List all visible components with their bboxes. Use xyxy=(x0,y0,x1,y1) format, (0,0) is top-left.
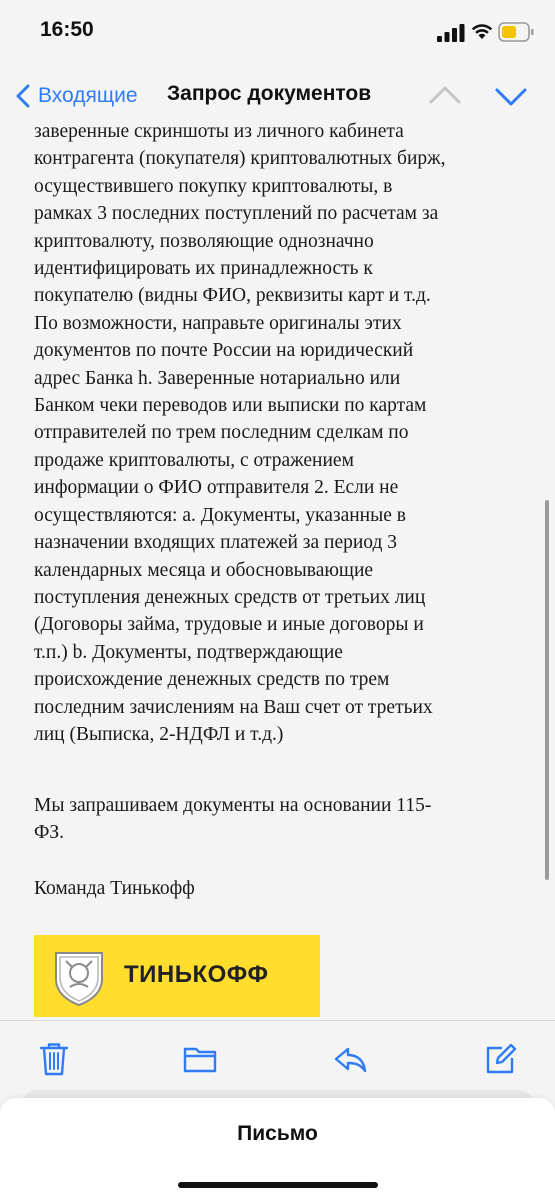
message-line: криптовалюту, позволяющие однозначно xyxy=(34,230,374,252)
message-line: идентифицировать их принадлежность к xyxy=(34,258,373,280)
message-line: осуществляются: a. Документы, указанные в xyxy=(34,504,406,526)
message-line: рамках 3 последних поступлений по расчетам за xyxy=(34,203,439,225)
message-line: Мы запрашиваем документы на основании 115- xyxy=(34,795,432,816)
message-line: поступления денежных средств от третьих лиц xyxy=(34,586,426,608)
message-line: информации о ФИО отправителя 2. Если не xyxy=(34,477,399,499)
next-message-icon[interactable] xyxy=(494,82,528,110)
message-sheet[interactable] xyxy=(0,1098,555,1200)
navigation-bar xyxy=(0,68,555,124)
signature: Команда Тинькофф xyxy=(34,878,195,899)
scrollbar[interactable] xyxy=(545,500,549,880)
message-line: назначении входящих платежей за период 3 xyxy=(34,532,398,554)
logo-wordmark: ТИНЬКОФФ xyxy=(124,961,269,988)
message-line: документов по почте России на юридический xyxy=(34,340,414,362)
folder-icon[interactable] xyxy=(182,1041,218,1077)
reply-icon[interactable] xyxy=(332,1041,368,1077)
message-line: заверенные скриншоты из личного кабинета xyxy=(34,121,404,142)
message-line: Банком чеки переводов или выписки по картам xyxy=(34,395,427,417)
message-line: календарных месяца и обосновывающие xyxy=(34,559,374,581)
message-line: последним зачислениям на Ваш счет от третьих xyxy=(34,696,433,718)
message-line: По возможности, направьте оригиналы этих xyxy=(34,312,402,334)
message-line: контрагента (покупателя) криптовалютных бирж, xyxy=(34,148,446,170)
message-line: (Договоры займа, трудовые и иные договоры и xyxy=(34,614,424,636)
wifi-icon xyxy=(470,21,494,41)
message-line: лиц (Выписка, 2-НДФЛ и т.д.) xyxy=(34,723,284,745)
message-line: происхождение денежных средств по трем xyxy=(34,669,390,691)
message-body xyxy=(0,118,555,1020)
back-button-label: Входящие xyxy=(38,84,138,107)
message-line: ФЗ. xyxy=(34,822,65,844)
page-title: Запрос документов xyxy=(167,82,372,105)
message-line: отправителей по трем последним сделкам по xyxy=(34,422,409,444)
message-line: адрес Банка h. Заверенные нотариально или xyxy=(34,367,401,389)
message-line: осуществившего покупку криптовалюты, в xyxy=(34,175,393,197)
sheet-title: Письмо xyxy=(237,1122,318,1145)
cellular-signal-icon xyxy=(437,24,465,42)
tinkoff-emblem-icon xyxy=(50,947,108,1007)
chevron-left-icon xyxy=(16,84,30,108)
message-line: продаже криптовалюты, с отражением xyxy=(34,449,354,471)
bottom-toolbar xyxy=(0,1020,555,1101)
compose-icon[interactable] xyxy=(482,1041,518,1077)
trash-icon[interactable] xyxy=(36,1041,72,1077)
legal-basis-text xyxy=(34,792,520,847)
message-line: т.п.) b. Документы, подтверждающие xyxy=(34,641,343,663)
message-line: покупателю (видны ФИО, реквизиты карт и т.д. xyxy=(34,285,431,307)
status-bar xyxy=(0,0,555,68)
battery-icon xyxy=(498,22,534,42)
previous-message-icon[interactable] xyxy=(428,82,462,110)
status-time: 16:50 xyxy=(40,18,94,41)
tinkoff-logo-banner xyxy=(34,935,320,1017)
home-indicator[interactable] xyxy=(178,1182,378,1188)
back-button[interactable] xyxy=(16,78,138,114)
message-text xyxy=(34,118,520,748)
